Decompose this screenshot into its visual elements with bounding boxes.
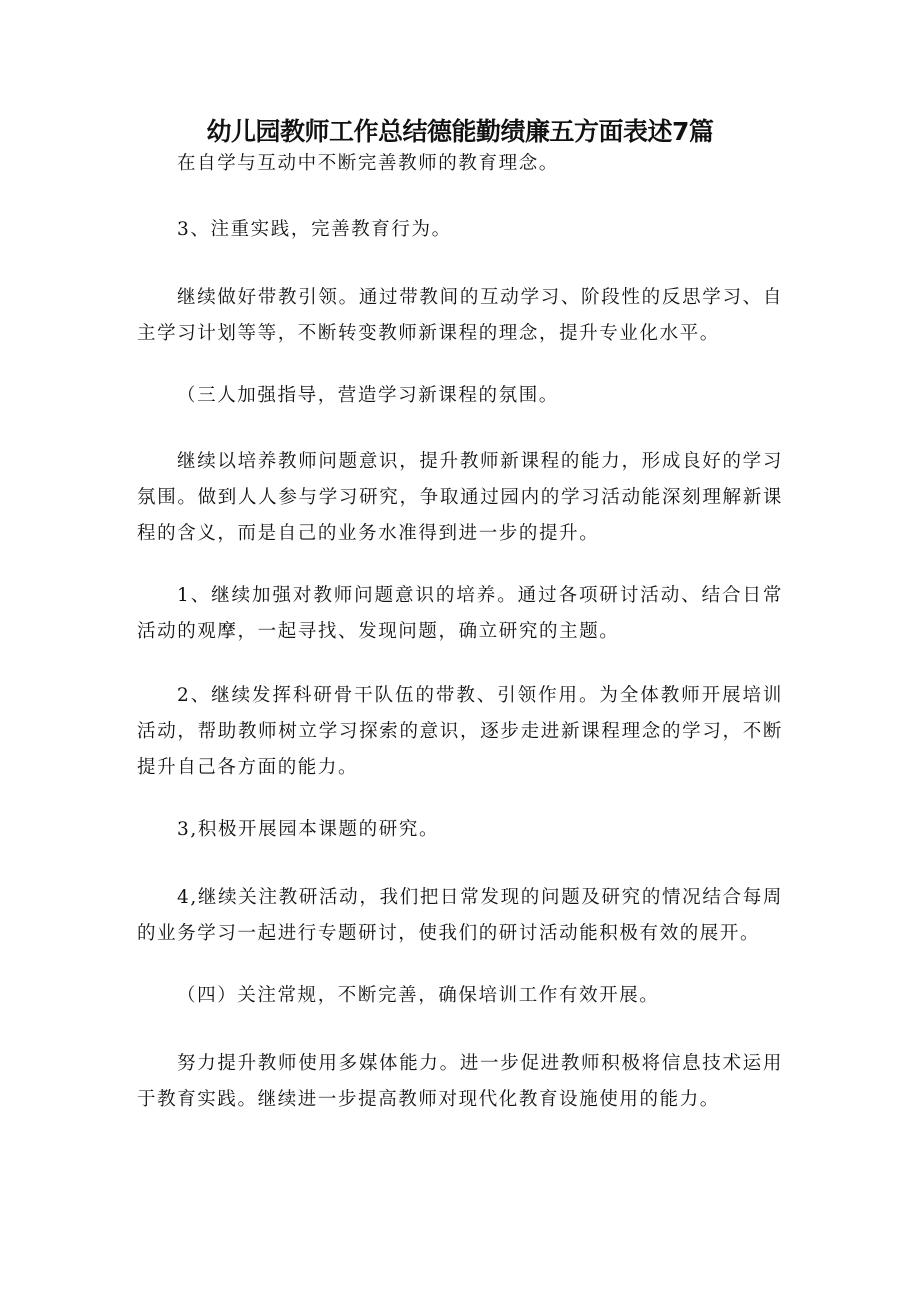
paragraph-6: 1、继续加强对教师问题意识的培养。通过各项研讨活动、结合日常活动的观摩，一起寻找、发现问题，确立研究的主题。	[137, 585, 783, 642]
paragraph-8: 3,积极开展园本课题的研究。	[177, 819, 440, 840]
paragraph-5: 继续以培养教师问题意识，提升教师新课程的能力，形成良好的学习氛围。做到人人参与学习研究，争取通过园内的学习活动能深刻理解新课程的含义，而是自己的业务水准得到进一步的提升。	[137, 451, 783, 544]
paragraph-2: 3、注重实践，完善教育行为。	[177, 219, 452, 240]
paragraph-4: （三人加强指导，营造学习新课程的氛围。	[177, 385, 559, 406]
document-title: 幼儿园教师工作总结德能勤绩廉五方面表述7篇	[206, 117, 714, 146]
paragraph-3: 继续做好带教引领。通过带教间的互动学习、阶段性的反思学习、自主学习计划等等，不断转变教师新课程的理念，提升专业化水平。	[137, 287, 783, 344]
paragraph-11: 努力提升教师使用多媒体能力。进一步促进教师积极将信息技术运用于教育实践。继续进一步提高教师对现代化教育设施使用的能力。	[137, 1053, 783, 1110]
paragraph-9: 4,继续关注教研活动，我们把日常发现的问题及研究的情况结合每周的业务学习一起进行专题研讨，使我们的研讨活动能积极有效的展开。	[137, 887, 783, 944]
paragraph-1: 在自学与互动中不断完善教师的教育理念。	[177, 153, 559, 174]
paragraph-7: 2、继续发挥科研骨干队伍的带教、引领作用。为全体教师开展培训活动，帮助教师树立学习探索的意识，逐步走进新课程理念的学习，不断提升自己各方面的能力。	[137, 685, 783, 778]
paragraph-10: （四）关注常规，不断完善，确保培训工作有效开展。	[177, 985, 660, 1006]
